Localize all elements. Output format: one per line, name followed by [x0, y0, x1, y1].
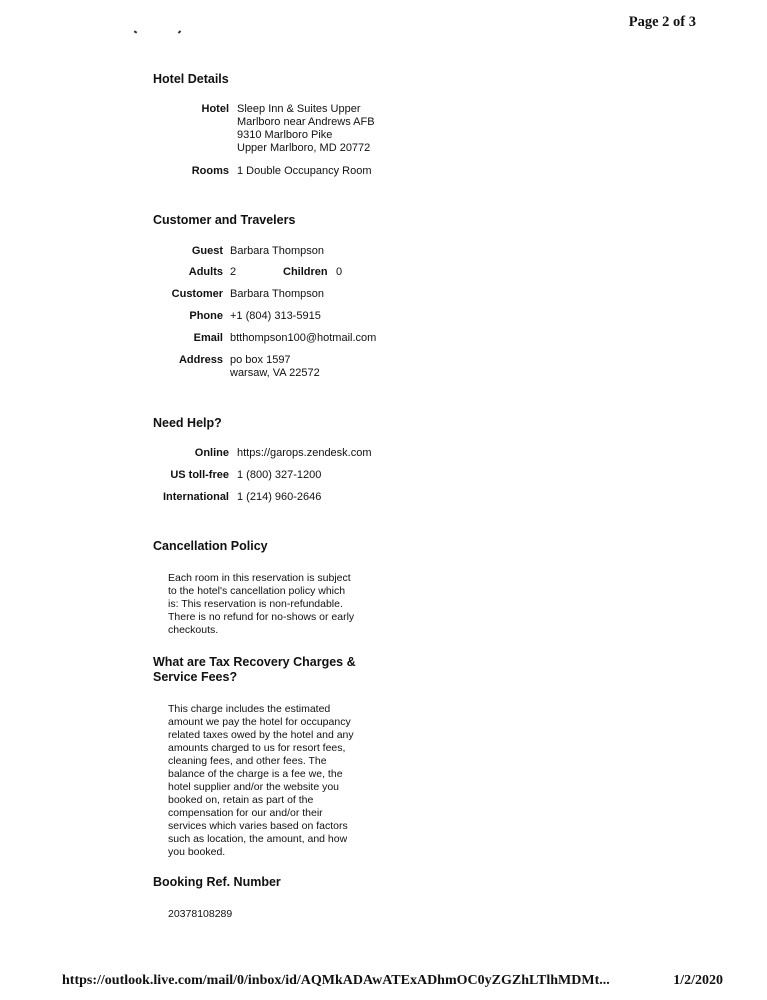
- online-label: Online: [194, 447, 229, 459]
- customer-label: Customer: [171, 288, 223, 300]
- cancellation-line: to the hotel's cancellation policy which: [168, 585, 346, 597]
- hotel-city: Upper Marlboro, MD 20772: [237, 142, 371, 154]
- tax-title: [153, 655, 356, 685]
- tax-line: related taxes owed by the hotel and any: [168, 729, 354, 741]
- tax-line: services which varies based on factors: [168, 820, 348, 832]
- hotel-details-title: Hotel Details: [153, 72, 229, 86]
- customer-value: Barbara Thompson: [230, 288, 324, 300]
- cancellation-line: is: This reservation is non-refundable.: [168, 598, 343, 610]
- tollfree-label: US toll-free: [170, 469, 229, 481]
- online-value: https://garops.zendesk.com: [237, 447, 372, 459]
- tax-line: cleaning fees, and other fees. The: [168, 755, 327, 767]
- cancellation-text: [168, 572, 378, 637]
- guest-value: Barbara Thompson: [230, 245, 324, 257]
- hotel-name-line-1: Sleep Inn & Suites Upper: [237, 103, 361, 115]
- scan-mark: [178, 30, 182, 34]
- cancellation-title: Cancellation Policy: [153, 539, 268, 553]
- phone-label: Phone: [189, 310, 223, 322]
- hotel-name-line-2: Marlboro near Andrews AFB: [237, 116, 375, 128]
- adults-label: Adults: [188, 266, 223, 278]
- children-label: Children: [283, 266, 328, 278]
- tollfree-value: 1 (800) 327-1200: [237, 469, 322, 481]
- tax-line: amount we pay the hotel for occupancy: [168, 716, 351, 728]
- tax-title-line: What are Tax Recovery Charges &: [153, 655, 356, 669]
- international-value: 1 (214) 960-2646: [237, 491, 322, 503]
- booking-title: Booking Ref. Number: [153, 875, 281, 889]
- scan-mark: [134, 30, 138, 33]
- phone-value: +1 (804) 313-5915: [230, 310, 321, 322]
- tax-title-line: Service Fees?: [153, 670, 238, 684]
- page-indicator: Page 2 of 3: [628, 14, 696, 30]
- hotel-street: 9310 Marlboro Pike: [237, 129, 333, 141]
- tax-line: booked on, retain as part of the: [168, 794, 314, 806]
- cancellation-line: There is no refund for no-shows or early: [168, 611, 355, 623]
- booking-ref-number: 20378108289: [168, 908, 233, 920]
- cancellation-line: checkouts.: [168, 624, 219, 636]
- tax-line: balance of the charge is a fee we, the: [168, 768, 343, 780]
- print-date: 1/2/2020: [673, 973, 723, 988]
- children-value: 0: [336, 266, 343, 278]
- rooms-label: Rooms: [191, 165, 229, 177]
- cancellation-line: Each room in this reservation is subject: [168, 572, 351, 584]
- tax-line: you booked.: [168, 846, 226, 858]
- tax-line: compensation for our and/or their: [168, 807, 323, 819]
- source-url: https://outlook.live.com/mail/0/inbox/id/AQMkADAwATExADhmOC0yZGZhLTlhMDMt...: [62, 973, 610, 988]
- rooms-value: 1 Double Occupancy Room: [237, 165, 372, 177]
- tax-line: such as location, the amount, and how: [168, 833, 348, 845]
- help-title: Need Help?: [153, 416, 222, 430]
- tax-line: amounts charged to us for resort fees,: [168, 742, 346, 754]
- address-label: Address: [178, 354, 223, 366]
- email-value: btthompson100@hotmail.com: [230, 332, 377, 344]
- international-label: International: [162, 491, 229, 503]
- customer-title: Customer and Travelers: [153, 213, 296, 227]
- guest-label: Guest: [191, 245, 223, 257]
- address-line-1: po box 1597: [230, 354, 291, 366]
- email-label: Email: [193, 332, 223, 344]
- address-line-2: warsaw, VA 22572: [230, 367, 320, 379]
- hotel-label: Hotel: [201, 103, 229, 115]
- adults-value: 2: [230, 266, 237, 278]
- tax-line: hotel supplier and/or the website you: [168, 781, 340, 793]
- tax-line: This charge includes the estimated: [168, 703, 331, 715]
- tax-text: [168, 703, 378, 859]
